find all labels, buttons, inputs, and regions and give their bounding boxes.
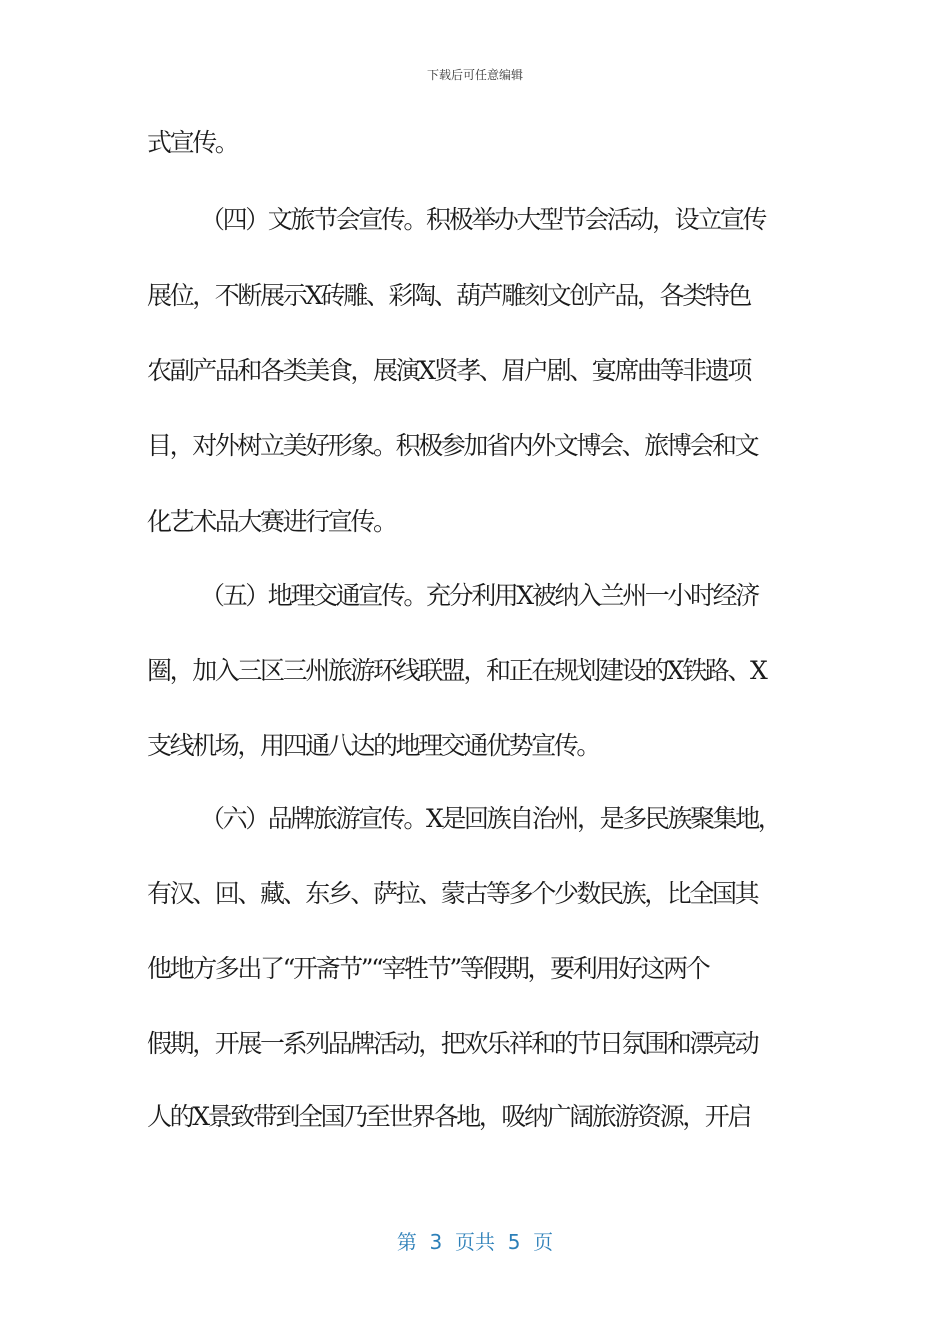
paragraph-line: 他地方多出了“开斋节”“宰牲节”等假期，要利用好这两个 <box>147 954 709 983</box>
paragraph-line: 圈，加入三区三州旅游环线联盟，和正在规划建设的X铁路、X <box>147 656 766 685</box>
paragraph-line: 人的X景致带到全国乃至世界各地，吸纳广阔旅游资源，开启 <box>147 1102 751 1131</box>
paragraph-line: 假期，开展一系列品牌活动，把欢乐祥和的节日氛围和漂亮动 <box>147 1029 758 1058</box>
page-number: 第 3 页共 5 页 <box>396 1230 554 1254</box>
paragraph-line: 式宣传。 <box>147 128 238 157</box>
paragraph-line: （五）地理交通宣传。充分利用X被纳入兰州一小时经济 <box>200 581 758 610</box>
paragraph-line: 农副产品和各类美食，展演X贤孝、眉户剧、宴席曲等非遗项 <box>147 356 751 385</box>
paragraph-line: （六）品牌旅游宣传。X是回族自治州，是多民族聚集地， <box>200 804 781 833</box>
paragraph-line: 展位，不断展示X砖雕、彩陶、葫芦雕刻文创产品，各类特色 <box>147 281 751 310</box>
header-note: 下载后可任意编辑 <box>426 68 523 82</box>
paragraph-line: 化艺术品大赛进行宣传。 <box>147 507 396 536</box>
paragraph-line: 支线机场，用四通八达的地理交通优势宣传。 <box>147 731 600 760</box>
paragraph-line: 目，对外树立美好形象。积极参加省内外文博会、旅博会和文 <box>147 431 758 460</box>
paragraph-line: （四）文旅节会宣传。积极举办大型节会活动，设立宣传 <box>200 205 766 234</box>
paragraph-line: 有汉、回、藏、东乡、萨拉、蒙古等多个少数民族，比全国其 <box>147 879 758 908</box>
